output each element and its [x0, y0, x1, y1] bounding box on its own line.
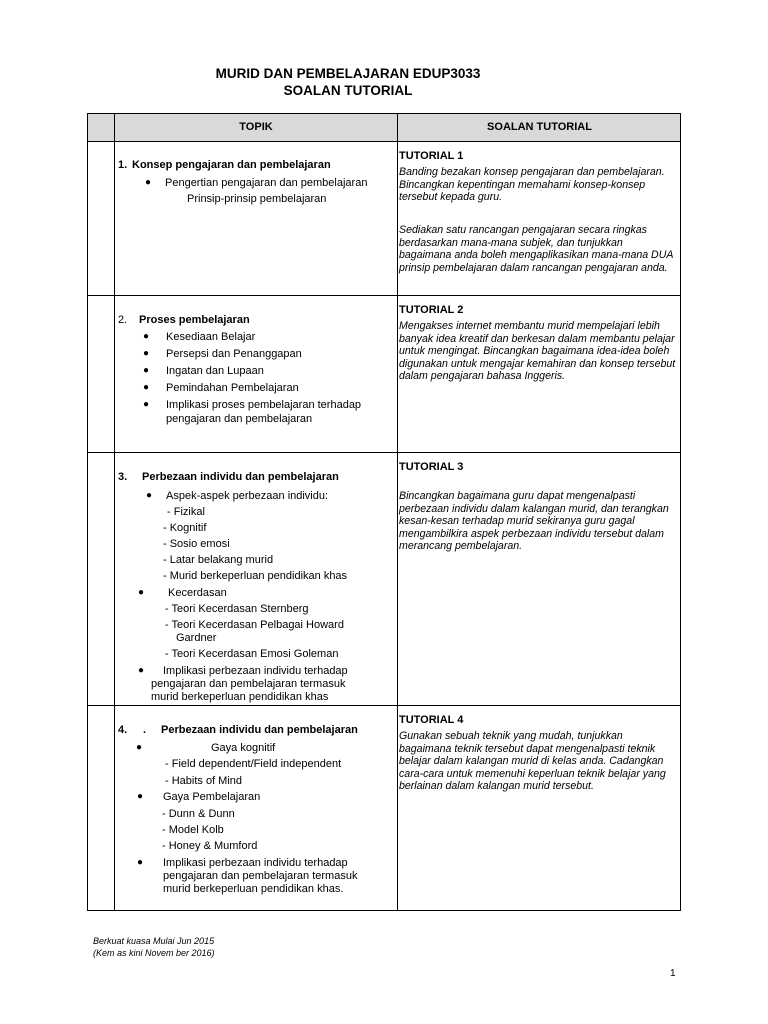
row-divider [88, 705, 680, 706]
column-divider [397, 114, 398, 910]
tutorial-question: Bincangkan bagaimana guru dapat mengenalpasti perbezaan individu dalam kalangan murid, dan terangkan kesan-kesan terhadap murid sekiranya guru gagal mengambilkira aspek perbezaan individu tersebut dalam merancang pembelajaran. [399, 490, 669, 552]
tutorial-question: Gunakan sebuah teknik yang mudah, tunjukkan bagaimana teknik tersebut dapat mengenalpasti teknik belajar dalam kalangan murid di kelas anda. Cadangkan cara-cara untuk memenuhi keperluan teknik belajar yang berlainan dalam kalangan murid tersebut. [399, 730, 666, 792]
tutorial-question: Sediakan satu rancangan pengajaran secara ringkas berdasarkan mana-mana subjek, dan tunjukkan bagaimana anda boleh mengaplikasikan mana-mana DUA prinsip pembelajaran dalam rancangan pengajaran anda. [399, 224, 674, 274]
page-number: 1 [670, 968, 676, 979]
bullet-icon: ● [143, 382, 150, 393]
bullet-icon: ● [138, 665, 145, 676]
bullet-icon: ● [143, 365, 150, 376]
aspek-item: - Latar belakang murid [163, 554, 274, 566]
topic-title: Perbezaan individu dan pembelajaran [142, 471, 339, 483]
tutorial-label: TUTORIAL 1 [399, 150, 464, 162]
aspek-item: - Fizikal [167, 506, 205, 518]
aspek-item: - Murid berkeperluan pendidikan khas [163, 570, 348, 582]
topic-item: Pemindahan Pembelajaran [166, 382, 299, 394]
gaya-kognitif-item: - Habits of Mind [165, 775, 243, 787]
topic-number: 3. [118, 471, 128, 483]
kecerdasan-heading: Kecerdasan [168, 587, 227, 599]
document-subtitle: SOALAN TUTORIAL [283, 83, 413, 98]
bullet-icon: ● [137, 791, 144, 802]
topic-item: Kesediaan Belajar [166, 331, 256, 343]
bullet-icon: ● [136, 742, 143, 753]
kecerdasan-item: - Teori Kecerdasan Sternberg [165, 603, 309, 615]
kecerdasan-item: - Teori Kecerdasan Pelbagai Howard [165, 619, 344, 631]
implikasi-line: Implikasi perbezaan individu terhadap [163, 665, 348, 677]
topic-title: Konsep pengajaran dan pembelajaran [132, 159, 331, 171]
row-divider [88, 295, 680, 296]
topic-number: 4. [118, 724, 128, 736]
bullet-icon: ● [137, 857, 144, 868]
tutorial-label: TUTORIAL 4 [399, 714, 464, 726]
tutorial-question: Banding bezakan konsep pengajaran dan pembelajaran. Bincangkan kepentingan memahami konsep-konsep tersebut kepada guru. [399, 166, 665, 203]
kecerdasan-item: Gardner [176, 632, 217, 644]
gaya-pembelajaran-item: - Dunn & Dunn [162, 808, 235, 820]
kecerdasan-item: - Teori Kecerdasan Emosi Goleman [165, 648, 339, 660]
header-soalan: SOALAN TUTORIAL [487, 121, 592, 133]
row-divider [88, 452, 680, 453]
gaya-pembelajaran-item: - Honey & Mumford [162, 840, 258, 852]
footer-effective-date: Berkuat kuasa Mulai Jun 2015 [93, 936, 215, 946]
implikasi-line: Implikasi perbezaan individu terhadap [163, 857, 348, 869]
document-title: MURID DAN PEMBELAJARAN EDUP3033 [215, 66, 481, 81]
implikasi-line: murid berkeperluan pendidikan khas. [163, 883, 344, 895]
tutorial-table [87, 113, 681, 911]
bullet-icon: ● [143, 348, 150, 359]
tutorial-question: Mengakses internet membantu murid mempelajari lebih banyak idea kreatif dan berkesan dalam membantu pelajar untuk mengingat. Bincangkan bagaimana idea-idea boleh digunakan untuk mengajar kemahiran dan konsep tersebut dalam pengajaran bahasa Inggeris. [399, 320, 676, 382]
footer-update-date: (Kem as kini Novem ber 2016) [93, 948, 215, 958]
header-topik: TOPIK [239, 121, 273, 133]
topic-title: Proses pembelajaran [139, 314, 250, 326]
bullet-icon: ● [143, 331, 150, 342]
gaya-kognitif-item: - Field dependent/Field independent [165, 758, 342, 770]
bullet-icon: ● [143, 399, 150, 410]
bullet-icon: ● [145, 177, 152, 188]
topic-item: Prinsip-prinsip pembelajaran [187, 193, 327, 205]
gaya-kognitif-heading: Gaya kognitif [211, 742, 276, 754]
topic-item: Pengertian pengajaran dan pembelajaran [165, 177, 368, 189]
bullet-icon: ● [138, 587, 145, 598]
aspek-item: - Sosio emosi [163, 538, 230, 550]
implikasi-line: pengajaran dan pembelajaran termasuk [151, 678, 346, 690]
topic-number: 2. [118, 314, 128, 326]
aspek-heading: Aspek-aspek perbezaan individu: [166, 490, 329, 502]
tutorial-label: TUTORIAL 3 [399, 461, 464, 473]
topic-item: Ingatan dan Lupaan [166, 365, 264, 377]
topic-dot: . [143, 724, 147, 736]
aspek-item: - Kognitif [163, 522, 207, 534]
implikasi-line: pengajaran dan pembelajaran termasuk [163, 870, 358, 882]
bullet-icon: ● [146, 490, 153, 501]
gaya-pembelajaran-item: - Model Kolb [162, 824, 224, 836]
topic-item: Persepsi dan Penanggapan [166, 348, 302, 360]
topic-number: 1. [118, 159, 128, 171]
implikasi-line: murid berkeperluan pendidikan khas [151, 691, 329, 703]
column-divider [114, 114, 115, 910]
gaya-pembelajaran-heading: Gaya Pembelajaran [163, 791, 261, 803]
topic-item: Implikasi proses pembelajaran terhadap pengajaran dan pembelajaran [166, 399, 362, 425]
topic-title: Perbezaan individu dan pembelajaran [161, 724, 358, 736]
tutorial-label: TUTORIAL 2 [399, 304, 464, 316]
